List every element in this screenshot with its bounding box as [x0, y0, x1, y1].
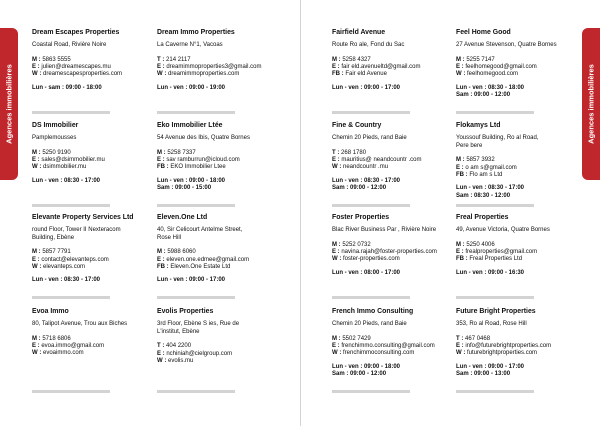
contact-value: 5252 0732 — [342, 241, 371, 248]
hours-line: Lun - ven : 09:00 - 17:00 — [456, 363, 525, 370]
hours-line: Sam : 09:00 - 12:00 — [332, 371, 387, 378]
contact-value: 467 0468 — [465, 335, 491, 342]
contact-line — [456, 165, 574, 172]
agency-name: French Immo Consulting — [332, 308, 414, 315]
agency-name: Eleven.One Ltd — [157, 214, 208, 221]
contact-key: E : — [157, 256, 165, 263]
card-divider — [32, 111, 110, 114]
address-line: Pamplemousses — [32, 135, 77, 141]
section-tab-label: Agences immobilières — [586, 64, 596, 144]
contact-line — [332, 336, 450, 343]
contact-key: M : — [332, 56, 341, 63]
contact-line — [456, 57, 574, 64]
card-divider — [332, 111, 410, 114]
contact-key: M : — [32, 249, 41, 256]
card-divider — [456, 296, 534, 299]
hours-line: Sam : 09:00 - 15:00 — [157, 185, 212, 192]
opening-hours — [157, 178, 275, 193]
opening-hours — [332, 270, 450, 278]
card-divider — [332, 296, 410, 299]
contact-value: 5250 9190 — [42, 149, 71, 156]
opening-hours — [32, 85, 150, 93]
address-line: L'institut, Ebène — [157, 328, 200, 335]
agency-name: Evoa Immo — [32, 308, 69, 315]
contact-line — [32, 164, 150, 171]
contact-key: M : — [456, 157, 465, 164]
contact-line — [157, 157, 275, 164]
address-line: 49, Avenue Victoria, Quatre Bornes — [456, 227, 550, 233]
contact-line — [157, 351, 275, 358]
contact-line — [332, 343, 450, 350]
contact-value: Fair eld Avenue — [345, 71, 387, 78]
contact-key: E : — [332, 157, 340, 163]
agency-address — [456, 42, 574, 50]
agency-name: Dream Escapes Properties — [32, 29, 120, 36]
contact-key: M : — [456, 56, 465, 63]
contact-key: E : — [332, 249, 340, 255]
hours-line: Lun - ven : 08:30 - 17:00 — [32, 177, 101, 184]
contact-line — [456, 249, 574, 256]
contact-value: dsimmobilier.mu — [43, 164, 87, 171]
contact-value: Freal Properties Ltd — [469, 256, 523, 263]
contact-line — [456, 64, 574, 71]
agency-name: Dream Immo Properties — [157, 29, 235, 36]
address-line: 353, Ro al Road, Rose Hill — [456, 321, 527, 327]
contact-key: E : — [32, 343, 40, 349]
contact-value: 5255 7147 — [466, 56, 495, 63]
agency-contacts — [32, 249, 150, 271]
card-divider — [157, 390, 235, 393]
hours-line: Lun - ven : 08:00 - 17:00 — [332, 269, 401, 276]
address-line: 40, Sir Celicourt Antelme Street, — [157, 227, 243, 233]
agency-address — [32, 321, 150, 329]
agency-card — [332, 121, 450, 193]
contact-line — [456, 71, 574, 78]
contact-key: W : — [332, 350, 342, 357]
contact-value: frealproperties@gmail.com — [465, 249, 538, 255]
address-line: Rose Hill — [157, 234, 182, 241]
agency-address — [157, 135, 275, 143]
contact-key: W : — [157, 358, 167, 364]
contact-line — [32, 64, 150, 71]
agency-address — [332, 42, 450, 50]
contact-value: 5988 6060 — [167, 249, 196, 256]
agency-name: Foster Properties — [332, 214, 390, 221]
contact-key: W : — [332, 164, 342, 171]
agency-contacts — [32, 336, 150, 358]
contact-value: fair eld.avenueltd@gmail.com — [341, 64, 421, 70]
contact-key: W : — [456, 350, 466, 357]
opening-hours — [456, 85, 574, 100]
contact-value: 5857 3932 — [466, 157, 495, 164]
contact-line — [332, 256, 450, 263]
agency-address — [32, 227, 150, 242]
agency-address — [456, 321, 574, 329]
contact-key: W : — [32, 164, 42, 171]
contact-key: E : — [456, 64, 464, 70]
address-line: Blac River Business Par , Rivière Noire — [332, 227, 437, 233]
contact-line — [332, 57, 450, 64]
contact-value: contact@elevanteps.com — [41, 256, 109, 263]
contact-value: sales@dsimmobilier.mu — [41, 157, 105, 163]
contact-key: M : — [456, 241, 465, 248]
contact-key: T : — [456, 335, 464, 342]
hours-line: Sam : 09:00 - 12:00 — [332, 185, 387, 192]
contact-key: E : — [456, 249, 464, 255]
agency-card — [157, 28, 275, 92]
contact-value: nchiniah@cielgroup.com — [166, 350, 233, 357]
contact-line — [157, 57, 275, 64]
agency-address — [157, 321, 275, 336]
contact-value: frenchimmoconsulting.com — [343, 350, 415, 357]
contact-key: E : — [456, 343, 464, 349]
agency-card — [32, 121, 150, 185]
contact-line — [157, 71, 275, 78]
contact-value: 5863 5555 — [42, 56, 71, 63]
contact-line — [456, 350, 574, 357]
contact-key: E : — [456, 164, 464, 171]
agency-contacts — [332, 57, 450, 79]
address-line: 3rd Floor, Ebène S ies, Rue de — [157, 321, 240, 327]
opening-hours — [456, 185, 574, 200]
opening-hours — [332, 364, 450, 379]
contact-line — [332, 157, 450, 164]
agency-address — [32, 42, 150, 50]
address-line: 54 Avenue des Ibis, Quatre Bornes — [157, 135, 250, 141]
contact-line — [157, 164, 275, 171]
agency-contacts — [332, 242, 450, 264]
contact-key: W : — [32, 264, 42, 270]
contact-line — [456, 242, 574, 249]
contact-value: navina.rajah@foster-properties.com — [341, 249, 437, 255]
agency-card — [456, 213, 574, 277]
hours-line: Lun - ven : 09:00 - 17:00 — [332, 84, 401, 91]
agency-contacts — [32, 57, 150, 79]
agency-contacts — [157, 57, 275, 79]
contact-value: dreamescapesproperties.com — [43, 71, 123, 78]
agency-contacts — [456, 336, 574, 358]
contact-value: EKO Immobilier Ltee — [170, 164, 226, 171]
contact-line — [456, 256, 574, 263]
card-divider — [157, 111, 235, 114]
opening-hours — [456, 364, 574, 379]
contact-value: Eleven.One Estate Ltd — [170, 264, 231, 270]
contact-line — [332, 164, 450, 171]
address-line: La Caverne N°1, Vacoas — [157, 42, 223, 48]
contact-key: W : — [332, 256, 342, 263]
card-divider — [332, 204, 410, 207]
contact-line — [32, 249, 150, 256]
agency-card — [456, 121, 574, 201]
hours-line: Sam : 09:00 - 12:00 — [456, 92, 511, 99]
contact-line — [32, 157, 150, 164]
hours-line: Sam : 09:00 - 13:00 — [456, 371, 511, 378]
section-tab-left — [0, 28, 18, 180]
agency-address — [332, 227, 450, 235]
contact-value: eleven.one.edmee@gmail.com — [166, 256, 250, 263]
agency-address — [157, 227, 275, 242]
card-divider — [456, 111, 534, 114]
contact-key: M : — [32, 335, 41, 342]
contact-line — [32, 343, 150, 350]
address-line: Building, Ebène — [32, 234, 75, 241]
contact-line — [456, 172, 574, 179]
agency-address — [157, 42, 275, 50]
contact-value: futurebrightproperties.com — [467, 350, 538, 357]
contact-value: evoa.immo@gmail.com — [41, 343, 105, 349]
contact-line — [332, 71, 450, 78]
contact-value: 5857 7791 — [42, 249, 71, 256]
contact-key: T : — [332, 149, 340, 156]
contact-key: E : — [32, 256, 40, 263]
contact-line — [32, 350, 150, 357]
contact-line — [456, 157, 574, 164]
section-tab-label: Agences immobilières — [4, 64, 14, 144]
agency-name: Freal Properties — [456, 214, 509, 221]
contact-key: FB : — [157, 164, 169, 171]
agency-contacts — [456, 157, 574, 179]
agency-card — [332, 213, 450, 277]
contact-key: E : — [32, 157, 40, 163]
hours-line: Lun - ven : 09:00 - 18:00 — [157, 177, 226, 184]
contact-line — [456, 336, 574, 343]
agency-address — [32, 135, 150, 143]
contact-value: 214 2117 — [166, 56, 191, 63]
contact-line — [332, 350, 450, 357]
agency-card — [332, 28, 450, 92]
contact-key: T : — [157, 56, 165, 63]
agency-name: Fairfield Avenue — [332, 29, 386, 36]
opening-hours — [332, 85, 450, 93]
contact-key: T : — [157, 343, 165, 350]
contact-line — [332, 242, 450, 249]
agency-address — [332, 321, 450, 329]
agency-card — [332, 307, 450, 379]
address-line: round Floor, Tower II Nexteracom — [32, 227, 121, 233]
card-divider — [32, 204, 110, 207]
contact-value: 5250 4006 — [466, 241, 495, 248]
agency-contacts — [157, 150, 275, 172]
agency-name: Flokamys Ltd — [456, 122, 501, 129]
hours-line: Lun - ven : 09:00 - 19:00 — [157, 84, 226, 91]
contact-line — [332, 249, 450, 256]
agency-card — [32, 307, 150, 358]
contact-key: E : — [157, 64, 165, 70]
hours-line: Lun - ven : 09:00 - 17:00 — [157, 277, 226, 284]
agency-name: Elevante Property Services Ltd — [32, 214, 134, 221]
contact-key: M : — [32, 56, 41, 63]
contact-value: 404 2200 — [166, 343, 192, 350]
agency-name: Eko Immobilier Ltée — [157, 122, 223, 129]
hours-line: Lun - ven : 09:00 - 16:30 — [456, 269, 525, 276]
card-divider — [456, 204, 534, 207]
opening-hours — [157, 85, 275, 93]
agency-contacts — [456, 242, 574, 264]
contact-key: W : — [157, 71, 167, 78]
contact-key: FB : — [456, 256, 468, 263]
agency-contacts — [32, 150, 150, 172]
contact-key: W : — [32, 71, 42, 78]
contact-value: feelhomegood@gmail.com — [465, 64, 537, 70]
agency-card — [456, 307, 574, 379]
hours-line: Lun - ven : 08:30 - 17:00 — [456, 185, 525, 192]
hours-line: Lun - ven : 09:00 - 18:00 — [332, 363, 401, 370]
opening-hours — [32, 178, 150, 186]
contact-value: dreamimmoproperties.com — [168, 71, 240, 78]
agency-name: Evolis Properties — [157, 308, 214, 315]
card-divider — [32, 296, 110, 299]
contact-key: FB : — [456, 172, 468, 178]
hours-line: Lun - ven : 08:30 - 17:00 — [32, 277, 101, 284]
agency-contacts — [332, 336, 450, 358]
contact-line — [456, 343, 574, 350]
contact-key: FB : — [157, 264, 169, 270]
agency-name: Feel Home Good — [456, 29, 511, 36]
agency-card — [157, 213, 275, 285]
contact-value: julien@dreamescapes.mu — [41, 64, 111, 70]
address-line: Route Ro ale, Fond du Sac — [332, 42, 405, 48]
contact-line — [157, 249, 275, 256]
contact-key: E : — [157, 350, 165, 357]
contact-value: o am s@gmail.com — [465, 164, 517, 171]
contact-value: 5258 4327 — [342, 56, 371, 63]
contact-value: feelhomegood.com — [467, 71, 519, 78]
contact-line — [32, 57, 150, 64]
contact-key: E : — [157, 157, 165, 163]
contact-line — [32, 264, 150, 271]
contact-value: 268 1780 — [341, 149, 367, 156]
hours-line: Sam : 08:30 - 12:00 — [456, 193, 511, 199]
contact-line — [157, 64, 275, 71]
contact-value: evoaimmo.com — [43, 350, 84, 357]
contact-line — [332, 150, 450, 157]
contact-key: M : — [157, 149, 166, 156]
contact-key: E : — [332, 64, 340, 70]
contact-key: W : — [456, 71, 466, 78]
contact-value: frenchimmo.consulting@gmail.com — [341, 343, 435, 349]
contact-value: Flo am s Ltd — [469, 172, 503, 178]
contact-line — [32, 150, 150, 157]
address-line: Youssouf Building, Ro al Road, — [456, 135, 539, 141]
contact-value: sav ramburrun@icloud.com — [166, 157, 240, 163]
agency-name: Fine & Country — [332, 122, 382, 129]
contact-line — [32, 71, 150, 78]
contact-value: mauritius@ neandcountr .com — [341, 157, 422, 163]
section-tab-right — [582, 28, 600, 180]
card-divider — [157, 204, 235, 207]
agency-name: Future Bright Properties — [456, 308, 536, 315]
agency-contacts — [157, 249, 275, 271]
hours-line: Lun - ven : 08:30 - 18:00 — [456, 84, 525, 91]
card-divider — [332, 390, 410, 393]
address-line: Chemin 20 Pieds, rand Baie — [332, 321, 407, 327]
agency-contacts — [157, 343, 275, 365]
opening-hours — [157, 277, 275, 285]
contact-line — [332, 64, 450, 71]
contact-value: neandcountr .mu — [343, 164, 389, 171]
address-line: 80, Talipot Avenue, Trou aux Biches — [32, 321, 128, 327]
contact-key: FB : — [332, 71, 344, 78]
center-gutter — [300, 0, 301, 426]
opening-hours — [332, 178, 450, 193]
contact-line — [157, 264, 275, 271]
contact-key: E : — [32, 64, 40, 70]
card-divider — [456, 390, 534, 393]
contact-value: 5718 6806 — [42, 335, 71, 342]
contact-key: M : — [157, 249, 166, 256]
contact-line — [157, 343, 275, 350]
agency-contacts — [456, 57, 574, 79]
contact-value: 5258 7337 — [167, 149, 196, 156]
contact-value: 5502 7429 — [342, 335, 371, 342]
hours-line: Lun - ven : 08:30 - 17:00 — [332, 177, 401, 184]
agency-card — [157, 121, 275, 193]
contact-key: M : — [332, 335, 341, 342]
opening-hours — [32, 277, 150, 285]
contact-key: E : — [332, 343, 340, 349]
address-line: 27 Avenue Stevenson, Quatre Bornes — [456, 42, 557, 48]
hours-line: Lun - sam : 09:00 - 18:00 — [32, 84, 102, 91]
contact-key: M : — [332, 241, 341, 248]
address-line: Coastal Road, Rivière Noire — [32, 42, 107, 48]
agency-card — [32, 28, 150, 92]
contact-line — [157, 358, 275, 365]
contact-value: foster-properties.com — [343, 256, 400, 263]
agency-card — [456, 28, 574, 100]
contact-value: elevanteps.com — [43, 264, 86, 270]
agency-contacts — [332, 150, 450, 172]
contact-line — [32, 257, 150, 264]
opening-hours — [456, 270, 574, 278]
agency-address — [456, 227, 574, 235]
card-divider — [32, 390, 110, 393]
address-line: Pere bere — [456, 142, 483, 149]
agency-address — [332, 135, 450, 143]
contact-value: dreamimmoproperties3@gmail.com — [166, 64, 262, 70]
contact-value: evolis.mu — [168, 358, 194, 364]
contact-key: M : — [32, 149, 41, 156]
contact-line — [157, 150, 275, 157]
contact-line — [32, 336, 150, 343]
contact-value: info@futurebrightproperties.com — [465, 343, 552, 349]
agency-card — [157, 307, 275, 365]
address-line: Chemin 20 Pieds, rand Baie — [332, 135, 407, 141]
contact-key: W : — [32, 350, 42, 357]
agency-address — [456, 135, 574, 150]
agency-card — [32, 213, 150, 285]
agency-name: DS Immobilier — [32, 122, 79, 129]
contact-line — [157, 257, 275, 264]
card-divider — [157, 296, 235, 299]
